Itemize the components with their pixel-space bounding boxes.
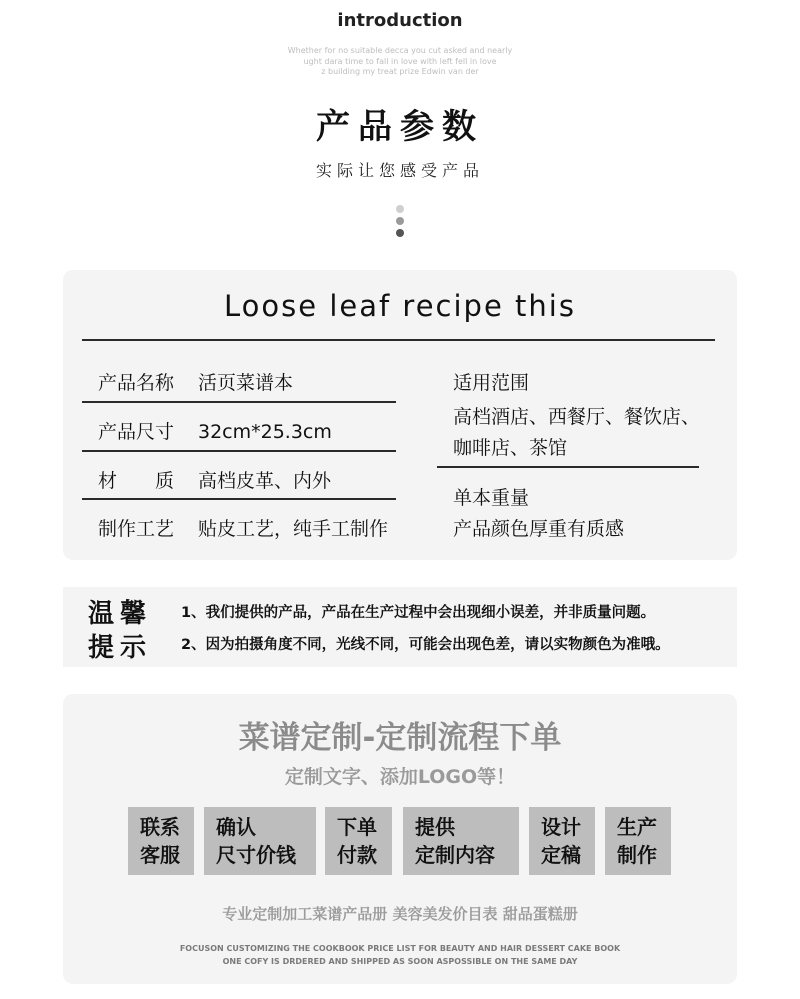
spec-label: 制作工艺 xyxy=(98,518,175,540)
divider xyxy=(437,466,699,468)
notice-title-line1: 温馨 xyxy=(88,599,153,629)
step-line: 提供 xyxy=(415,815,455,839)
spec-row xyxy=(98,368,293,395)
step-line: 定稿 xyxy=(541,843,581,867)
weight-value: 产品颜色厚重有质感 xyxy=(453,518,625,540)
page-title: 产品参数 xyxy=(316,107,484,147)
notice-line: 2、因为拍摄角度不同，光线不同，可能会出现色差，请以实物颜色为准哦。 xyxy=(181,637,670,653)
divider xyxy=(82,450,396,452)
faint-line: z building my treat prize Edwin van der xyxy=(321,67,479,76)
dot-decoration xyxy=(396,229,404,237)
weight-label: 单本重量 xyxy=(453,487,530,509)
process-step xyxy=(204,807,316,875)
dot-decoration xyxy=(396,205,404,213)
process-step xyxy=(325,807,392,875)
spec-label: 材 质 xyxy=(98,470,175,492)
spec-row xyxy=(98,417,332,444)
step-line: 客服 xyxy=(140,843,180,867)
notice-bar xyxy=(63,587,737,667)
notice-line: 1、我们提供的产品，产品在生产过程中会出现细小误差，并非质量问题。 xyxy=(181,605,656,621)
spec-label: 产品名称 xyxy=(98,372,175,394)
step-line: 下单 xyxy=(337,815,377,839)
process-step xyxy=(128,807,194,875)
step-line: 尺寸价钱 xyxy=(216,843,296,867)
dot-decoration xyxy=(396,217,404,225)
step-line: 生产 xyxy=(617,815,657,839)
divider xyxy=(82,339,715,341)
step-line: 付款 xyxy=(337,843,377,867)
divider xyxy=(82,498,396,500)
page-subtitle: 实际让您感受产品 xyxy=(315,161,484,180)
faint-line: ught dara time to fall in love with left fell in love xyxy=(303,56,497,66)
process-footer: 专业定制加工菜谱产品册 美容美发价目表 甜品蛋糕册 xyxy=(222,905,578,923)
process-subtitle: 定制文字、添加LOGO等！ xyxy=(284,766,516,788)
step-line: 联系 xyxy=(140,815,180,839)
spec-card-title: Loose leaf recipe this xyxy=(224,289,576,323)
process-footer-en: ONE COFY IS DRDERED AND SHIPPED AS SOON ASPOSSIBLE ON THE SAME DAY xyxy=(222,957,578,966)
spec-value: 32cm*25.3cm xyxy=(198,421,332,443)
process-title: 菜谱定制-定制流程下单 xyxy=(238,720,562,756)
faint-line: Whether for no suitable decca you cut asked and nearly xyxy=(287,46,513,55)
step-line: 确认 xyxy=(216,815,256,839)
spec-row xyxy=(98,514,388,541)
process-step xyxy=(403,807,519,875)
spec-row xyxy=(98,466,331,493)
process-footer-en: FOCUSON CUSTOMIZING THE COOKBOOK PRICE LIST FOR BEAUTY AND HAIR DESSERT CAKE BOOK xyxy=(179,944,621,953)
process-step xyxy=(529,807,595,875)
scope-value-line2: 咖啡店、茶馆 xyxy=(453,437,568,459)
faint-english-text xyxy=(0,46,800,78)
spec-value: 活页菜谱本 xyxy=(198,372,294,394)
scope-label: 适用范围 xyxy=(453,372,530,394)
step-line: 设计 xyxy=(541,815,581,839)
process-step xyxy=(605,807,671,875)
divider xyxy=(82,401,396,403)
step-line: 定制内容 xyxy=(415,843,495,867)
spec-value: 贴皮工艺，纯手工制作 xyxy=(198,518,389,540)
spec-value: 高档皮革、内外 xyxy=(198,470,332,492)
notice-title-line2: 提示 xyxy=(88,633,153,663)
intro-heading: introduction xyxy=(337,10,463,31)
spec-label: 产品尺寸 xyxy=(98,421,175,443)
step-line: 制作 xyxy=(617,843,657,867)
scope-value-line1: 高档酒店、西餐厅、餐饮店、 xyxy=(453,406,701,428)
